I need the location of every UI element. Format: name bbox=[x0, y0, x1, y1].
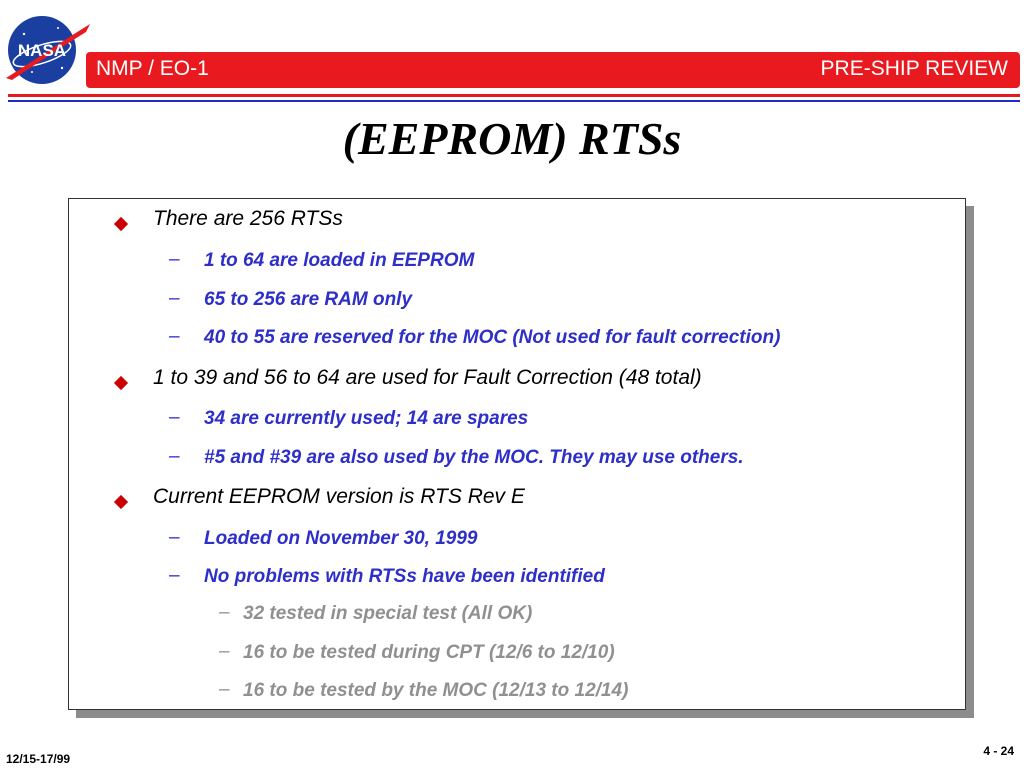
dash-marker: – bbox=[219, 641, 230, 662]
header-rule-red bbox=[8, 94, 1020, 97]
bullet-level3: 32 tested in special test (All OK) bbox=[243, 603, 533, 624]
bullet-level3: 16 to be tested during CPT (12/6 to 12/10) bbox=[243, 642, 615, 663]
bullet-level2: 34 are currently used; 14 are spares bbox=[204, 408, 529, 429]
bullet-diamond-icon bbox=[114, 495, 128, 509]
header-bar bbox=[86, 52, 1020, 88]
nasa-logo-text: NASA bbox=[17, 41, 67, 60]
bullet-level1: There are 256 RTSs bbox=[153, 207, 343, 230]
dash-marker: – bbox=[169, 565, 180, 586]
bullet-level2: 65 to 256 are RAM only bbox=[204, 289, 413, 310]
bullet-level3: 16 to be tested by the MOC (12/13 to 12/14) bbox=[243, 680, 629, 701]
dash-marker: – bbox=[169, 249, 180, 270]
slide-title: (EEPROM) RTSs bbox=[342, 113, 682, 164]
nasa-logo bbox=[2, 8, 94, 88]
content-box bbox=[68, 198, 966, 710]
bullet-level2: 40 to 55 are reserved for the MOC (Not used for fault correction) bbox=[204, 327, 781, 348]
header-right-label: PRE-SHIP REVIEW bbox=[820, 57, 1008, 80]
header-rule-blue bbox=[8, 100, 1020, 102]
bullet-level2: Loaded on November 30, 1999 bbox=[204, 528, 478, 549]
bullet-level1: Current EEPROM version is RTS Rev E bbox=[153, 485, 525, 508]
bullet-diamond-icon bbox=[114, 376, 128, 390]
bullet-diamond-icon bbox=[114, 217, 128, 231]
bullet-level2: #5 and #39 are also used by the MOC. They may use others. bbox=[204, 447, 744, 468]
dash-marker: – bbox=[219, 679, 230, 700]
dash-marker: – bbox=[169, 527, 180, 548]
bullet-level1: 1 to 39 and 56 to 64 are used for Fault Correction (48 total) bbox=[153, 366, 702, 389]
dash-marker: – bbox=[169, 288, 180, 309]
bullet-level2: 1 to 64 are loaded in EEPROM bbox=[204, 250, 475, 271]
header-left-label: NMP / EO-1 bbox=[96, 57, 209, 80]
dash-marker: – bbox=[169, 407, 180, 428]
footer-page-number: 4 - 24 bbox=[983, 744, 1014, 758]
bullet-level2: No problems with RTSs have been identified bbox=[204, 566, 605, 587]
dash-marker: – bbox=[219, 602, 230, 623]
footer-date: 12/15-17/99 bbox=[6, 752, 71, 766]
dash-marker: – bbox=[169, 326, 180, 347]
dash-marker: – bbox=[169, 446, 180, 467]
